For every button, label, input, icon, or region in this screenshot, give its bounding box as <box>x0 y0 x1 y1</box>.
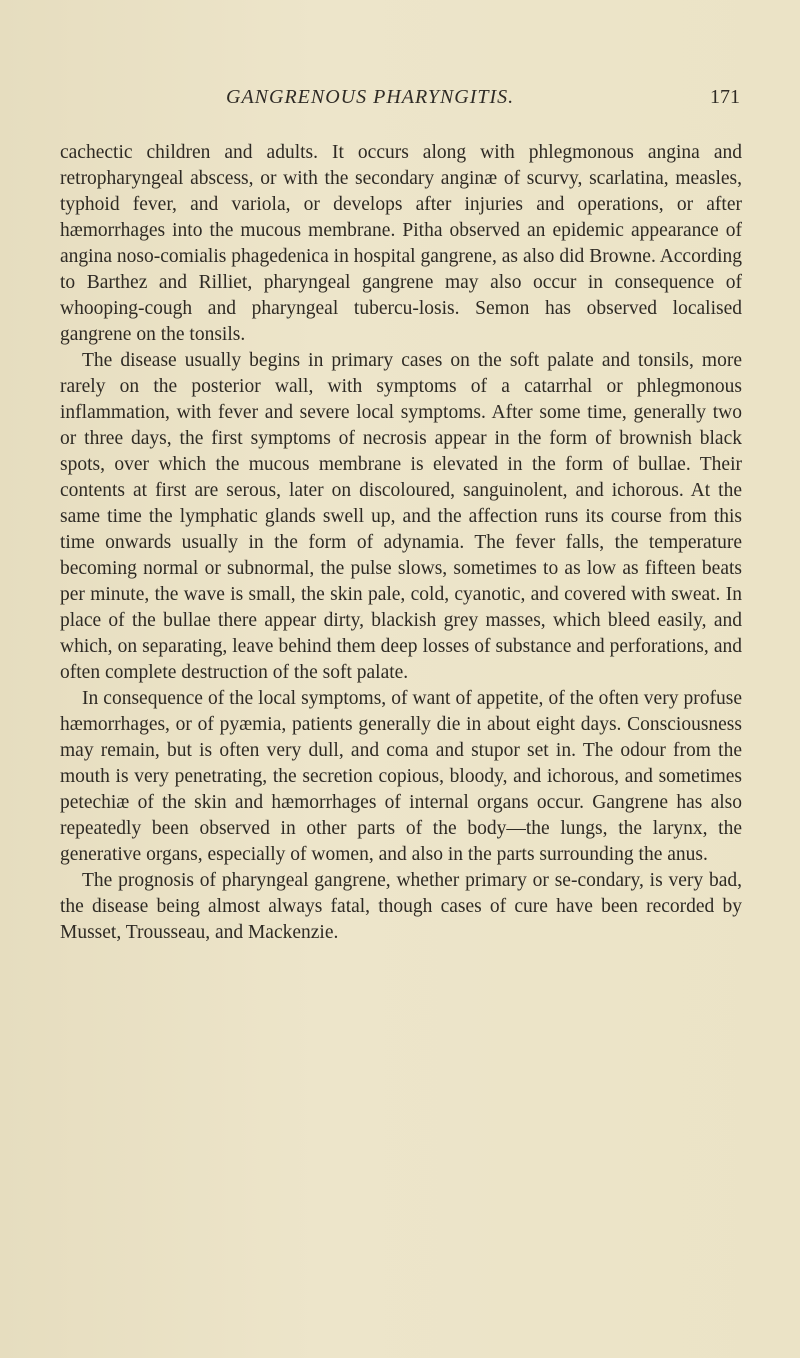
paragraph-disease-course: The disease usually begins in primary cases on the soft palate and tonsils, more rarely on the posterior wall, with symptoms of a catarrhal or phlegmonous inflammation, with fever and severe local symptoms. After some time, generally two or three days, the first symptoms of necrosis appear in the form of brownish black spots, over which the mucous membrane is elevated in the form of bullae. Their contents at first are serous, later on discoloured, sanguinolent, and ichorous. At the same time the lymphatic glands swell up, and the affection runs its course from this time onwards usually in the form of adynamia. The fever falls, the temperature becoming normal or subnormal, the pulse slows, sometimes to as low as fifteen beats per minute, the wave is small, the skin pale, cold, cyanotic, and covered with sweat. In place of the bullae there appear dirty, blackish grey masses, which bleed easily, and which, on separating, leave behind them deep losses of substance and perforations, and often complete destruction of the soft palate. <box>60 350 742 683</box>
running-title: GANGRENOUS PHARYNGITIS. <box>226 86 515 108</box>
paragraph-continuation: cachectic children and adults. It occurs along with phlegmonous angina and retropharyngeal abscess, or with the secondary anginæ of scurvy, scarlatina, measles, typhoid fever, and variola, or develops after injuries and operations, or after hæmorrhages into the mucous membrane. Pitha observed an epidemic appearance of angina noso-comialis phagedenica in hospital gangrene, as also did Browne. According to Barthez and Rilliet, pharyngeal gangrene may also occur in consequence of whooping-cough and pharyngeal tubercu-losis. Semon has observed localised gangrene on the tonsils. <box>60 142 742 345</box>
paragraph-prognosis: The prognosis of pharyngeal gangrene, whether primary or se-condary, is very bad, the disease being almost always fatal, though cases of cure have been recorded by Musset, Trousseau, and Mackenzie. <box>60 870 742 943</box>
page-number: 171 <box>710 86 740 108</box>
body-text <box>60 140 742 946</box>
paragraph-consequences: In consequence of the local symptoms, of want of appetite, of the often very profuse hæmorrhages, or of pyæmia, patients generally die in about eight days. Consciousness may remain, but is often very dull, and coma and stupor set in. The odour from the mouth is very penetrating, the secretion copious, bloody, and ichorous, and sometimes petechiæ of the skin and hæmorrhages of internal organs occur. Gangrene has also repeatedly been observed in other parts of the body—the lungs, the larynx, the generative organs, especially of women, and also in the parts surrounding the anus. <box>60 688 742 865</box>
running-head <box>60 86 740 116</box>
